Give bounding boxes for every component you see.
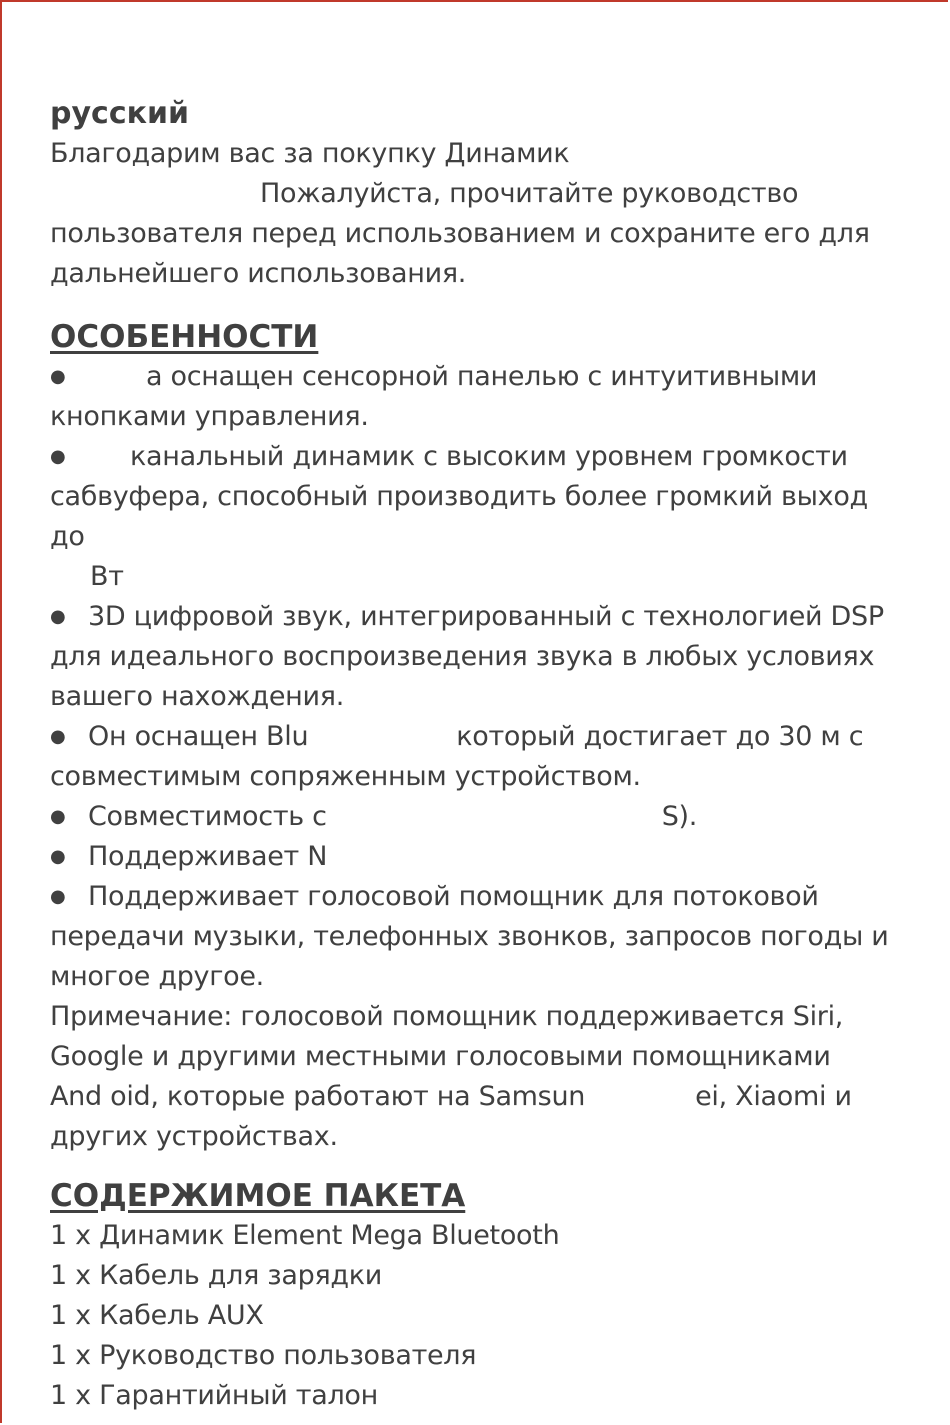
- package-item: 1 x Руководство пользователя: [50, 1340, 477, 1371]
- intro-line: дальнейшего использования.: [50, 258, 467, 289]
- feature-text: передачи музыки, телефонных звонков, запросов погоды и: [50, 921, 889, 952]
- feature-bullet: [50, 717, 910, 757]
- note-line: [50, 1077, 910, 1117]
- bullet-icon: ●: [50, 366, 66, 387]
- feature-text: Поддерживает голосовой помощник для потоковой: [88, 881, 819, 912]
- features-list: [50, 357, 910, 1157]
- feature-text: 3D цифровой звук, интегрированный с технологией DSP: [88, 601, 884, 632]
- feature-text: Совместимость с: [88, 801, 327, 832]
- feature-text: а оснащен сенсорной панелью с интуитивными: [146, 361, 818, 392]
- note-line: других устройствах.: [50, 1121, 338, 1152]
- feature-text: Он оснащен Blu: [88, 721, 309, 752]
- feature-bullet: [50, 357, 910, 397]
- note-line: Примечание: голосовой помощник поддерживается Siri,: [50, 1001, 844, 1032]
- package-item: 1 x Динамик Element Mega Bluetooth: [50, 1220, 560, 1251]
- package-heading: СОДЕРЖИМОЕ ПАКЕТА: [50, 1178, 466, 1214]
- feature-bullet: [50, 797, 910, 837]
- feature-text: кнопками управления.: [50, 401, 369, 432]
- feature-text: многое другое.: [50, 961, 264, 992]
- feature-bullet: [50, 877, 910, 917]
- intro-paragraph: [50, 134, 910, 294]
- feature-bullet: [50, 837, 910, 877]
- bullet-icon: ●: [50, 806, 66, 827]
- feature-text: сабвуфера, способный производить более громкий выход до: [50, 481, 868, 552]
- intro-line: Благодарим вас за покупку Динамик: [50, 138, 570, 169]
- note-text: And oid, которые работают на Samsun: [50, 1081, 586, 1112]
- feature-text: который достигает до 30 м с: [456, 721, 864, 752]
- bullet-icon: ●: [50, 726, 66, 747]
- intro-line: [50, 174, 910, 214]
- feature-text: для идеального воспроизведения звука в любых условиях: [50, 641, 875, 672]
- bullet-icon: ●: [50, 846, 66, 867]
- feature-text: совместимым сопряженным устройством.: [50, 761, 641, 792]
- note-text: ei, Xiaomi и: [695, 1081, 852, 1112]
- bullet-icon: ●: [50, 446, 66, 467]
- package-item: 1 x Гарантийный талон: [50, 1380, 378, 1411]
- bullet-icon: ●: [50, 606, 66, 627]
- feature-text: канальный динамик с высоким уровнем громкости: [130, 441, 848, 472]
- package-list: [50, 1216, 910, 1416]
- feature-text: Поддерживает N: [88, 841, 328, 872]
- intro-line: пользователя перед использованием и сохраните его для: [50, 218, 870, 249]
- language-title: русский: [50, 96, 189, 131]
- feature-bullet: [50, 437, 910, 477]
- intro-line-text: Пожалуйста, прочитайте руководство: [260, 178, 799, 209]
- feature-text: Вт: [90, 561, 124, 592]
- feature-bullet: [50, 597, 910, 637]
- features-heading: ОСОБЕННОСТИ: [50, 319, 319, 355]
- note-paragraph: [50, 997, 910, 1157]
- feature-text: вашего нахождения.: [50, 681, 344, 712]
- note-line: Google и другими местными голосовыми помощниками: [50, 1041, 831, 1072]
- package-item: 1 x Кабель для зарядки: [50, 1260, 383, 1291]
- document-body: [50, 94, 910, 1416]
- bullet-icon: ●: [50, 886, 66, 907]
- feature-text: S).: [661, 801, 698, 832]
- package-item: 1 x Кабель AUX: [50, 1300, 264, 1331]
